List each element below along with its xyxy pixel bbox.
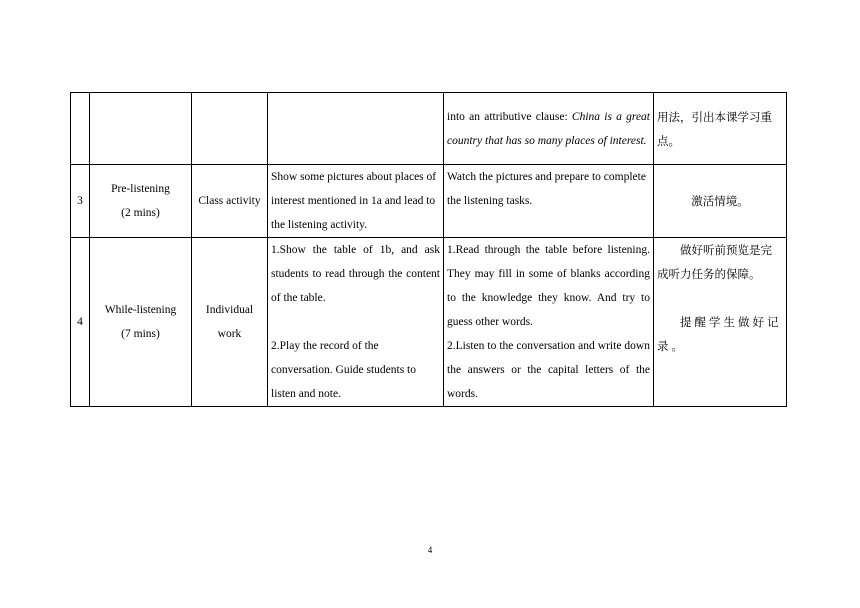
stage-name: While-listening <box>104 304 177 316</box>
mode-text-line2: work <box>217 328 242 340</box>
teacher-activity-cell <box>268 165 444 238</box>
teacher-activity-step-1: 1.Show the table of 1b, and ask students to read through the content of the table. <box>271 244 440 304</box>
stage-name: Pre-listening <box>111 183 170 195</box>
student-activity-text: into an attributive clause: <box>447 110 572 123</box>
purpose-text: 激活情境。 <box>691 194 749 208</box>
purpose-cell <box>654 165 787 238</box>
step-number-cell: 3 <box>71 165 90 238</box>
stage-cell <box>90 165 192 238</box>
student-activity-example: China is a great country that has so many places of interest. <box>447 110 651 147</box>
step-number-cell: 4 <box>71 238 90 407</box>
table-row-continued <box>71 93 787 165</box>
mode-cell: Class activity <box>192 165 268 238</box>
purpose-text-1: 做好听前预览是完成听力任务的保障。 <box>657 243 772 281</box>
spacer <box>271 310 440 334</box>
stage-cell <box>90 93 192 165</box>
purpose-cell: 用法，引出本课学习重点。 <box>654 93 787 165</box>
stage-cell <box>90 238 192 407</box>
table-row-pre-listening <box>71 165 787 238</box>
purpose-text-2: 提醒学生做好记录。 <box>657 315 782 353</box>
stage-time: (2 mins) <box>121 207 160 219</box>
student-activity-cell <box>444 238 654 407</box>
teacher-activity-cell <box>268 93 444 165</box>
purpose-cell <box>654 238 787 407</box>
stage-time: (7 mins) <box>121 328 160 340</box>
teacher-activity-cell <box>268 238 444 407</box>
spacer <box>657 286 783 310</box>
mode-cell <box>192 238 268 407</box>
teacher-activity-text: Show some pictures about places of interest mentioned in 1a and lead to the listening activity. <box>271 171 437 231</box>
student-activity-text: Watch the pictures and prepare to complete the listening tasks. <box>447 171 646 207</box>
lesson-plan-table <box>70 92 787 407</box>
student-activity-cell <box>444 165 654 238</box>
table-row-while-listening <box>71 238 787 407</box>
step-number-cell <box>71 93 90 165</box>
mode-cell <box>192 93 268 165</box>
student-activity-cell <box>444 93 654 165</box>
page-number: 4 <box>427 545 433 555</box>
mode-text: Individual <box>205 304 254 316</box>
student-activity-step-2: 2.Listen to the conversation and write down the answers or the capital letters of the words. <box>447 340 650 400</box>
teacher-activity-step-2: 2.Play the record of the conversation. Guide students to listen and note. <box>271 340 417 400</box>
student-activity-step-1: 1.Read through the table before listening. They may fill in some of blanks according to the knowledge they know. And try to guess other words. <box>447 244 650 328</box>
